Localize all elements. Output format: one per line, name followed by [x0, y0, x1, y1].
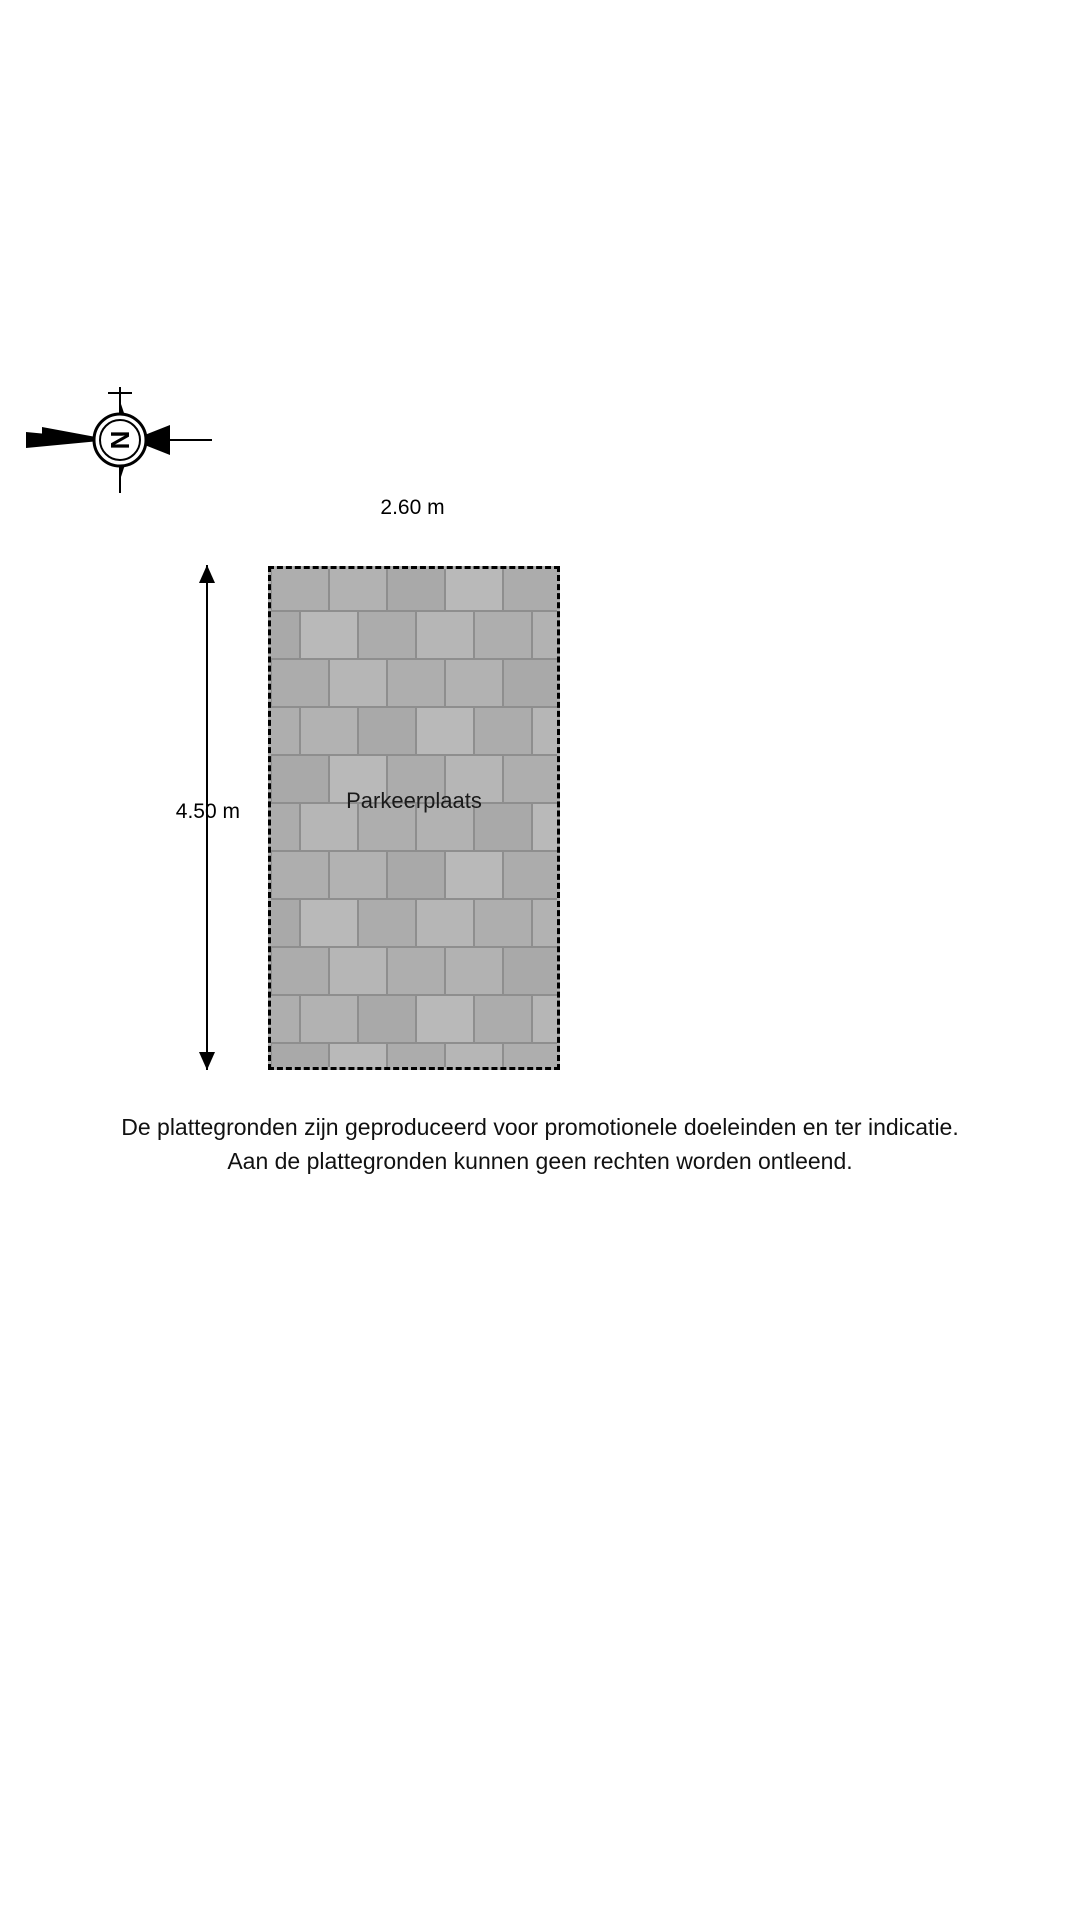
paver-tile: [300, 707, 358, 755]
paver-tile: [474, 995, 532, 1043]
paver-tile: [268, 707, 300, 755]
paver-tile: [532, 707, 560, 755]
paver-tile: [445, 566, 503, 611]
parking-space-plan: [268, 566, 560, 1070]
paver-tile: [268, 611, 300, 659]
paver-tile: [445, 947, 503, 995]
paver-tile: [358, 899, 416, 947]
paver-tile: [416, 707, 474, 755]
paver-tile: [532, 995, 560, 1043]
paver-tile: [445, 659, 503, 707]
paver-tile: [474, 707, 532, 755]
paver-tile: [271, 947, 329, 995]
paver-tile: [300, 995, 358, 1043]
room-label: Parkeerplaats: [346, 788, 482, 813]
paver-tile: [503, 851, 560, 899]
paver-tile: [416, 611, 474, 659]
paver-tile: [329, 659, 387, 707]
paver-tile: [445, 1043, 503, 1070]
paver-tile: [445, 851, 503, 899]
paver-tile: [271, 851, 329, 899]
paver-pattern: [271, 569, 557, 1067]
paver-tile: [503, 659, 560, 707]
paver-tile: [268, 899, 300, 947]
compass-icon: [20, 385, 220, 495]
paver-tile: [503, 1043, 560, 1070]
paver-tile: [503, 947, 560, 995]
width-dimension-label: 2.60 m: [368, 496, 456, 519]
compass-rose: [20, 385, 220, 495]
paver-tile: [387, 947, 445, 995]
paver-tile: [416, 899, 474, 947]
paver-tile: [358, 707, 416, 755]
paver-tile: [271, 1043, 329, 1070]
height-dimension-label: 4.50 m: [175, 800, 240, 823]
height-dimension: [150, 565, 260, 1070]
paver-tile: [271, 659, 329, 707]
paver-tile: [329, 851, 387, 899]
paver-tile: [300, 899, 358, 947]
paver-tile: [329, 1043, 387, 1070]
paver-tile: [387, 1043, 445, 1070]
disclaimer-line-2: Aan de plattegronden kunnen geen rechten worden ontleend.: [227, 1148, 853, 1174]
paver-tile: [387, 566, 445, 611]
paver-tile: [416, 995, 474, 1043]
disclaimer: [0, 1110, 1080, 1178]
paver-tile: [387, 851, 445, 899]
paver-tile: [474, 611, 532, 659]
width-dimension-label-wrap: [265, 490, 560, 526]
paver-tile: [358, 611, 416, 659]
paver-tile: [329, 947, 387, 995]
paver-tile: [271, 566, 329, 611]
paver-tile: [358, 995, 416, 1043]
paver-tile: [268, 995, 300, 1043]
paver-tile: [329, 566, 387, 611]
width-dimension: [265, 490, 560, 530]
compass-north-letter: N: [105, 430, 135, 450]
paver-tile: [387, 659, 445, 707]
paver-tile: [503, 566, 560, 611]
paver-tile: [532, 611, 560, 659]
paver-tile: [532, 899, 560, 947]
disclaimer-line-1: De plattegronden zijn geproduceerd voor promotionele doeleinden en ter indicatie.: [121, 1114, 959, 1140]
paver-tile: [474, 899, 532, 947]
paver-tile: [300, 611, 358, 659]
